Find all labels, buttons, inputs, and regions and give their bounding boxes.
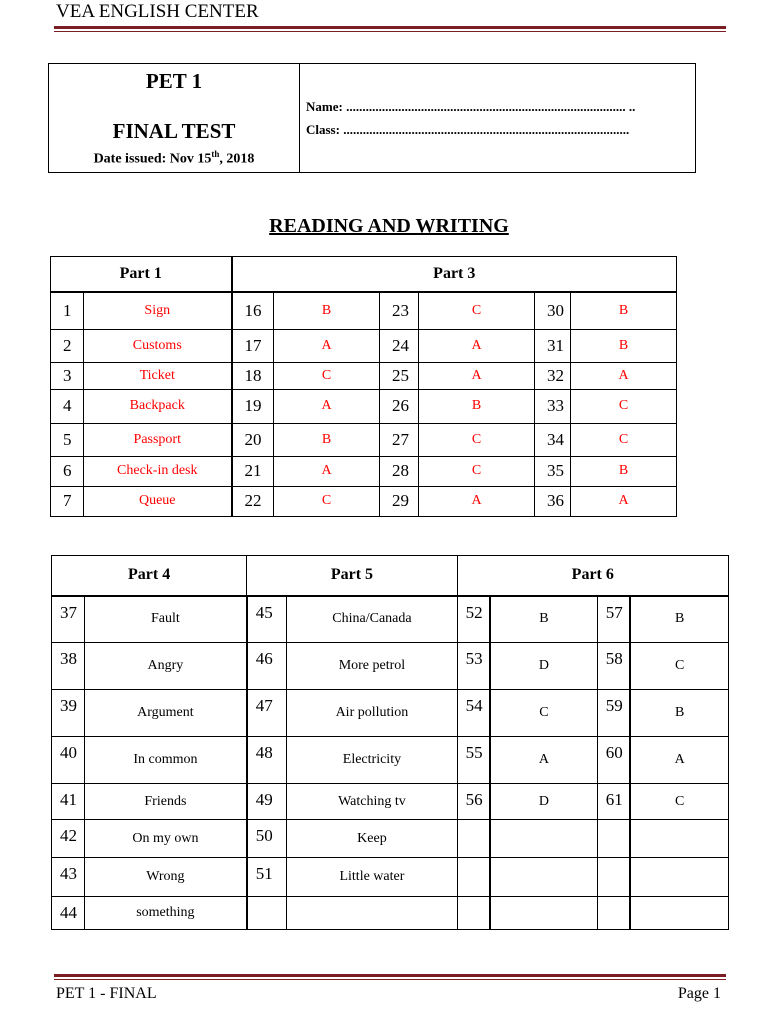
question-number: 47: [247, 690, 287, 737]
part5-answer: China/Canada: [287, 596, 457, 643]
question-number: 34: [535, 423, 571, 456]
question-number: 57: [597, 596, 630, 643]
question-number: 1: [51, 292, 84, 329]
table-row: [51, 423, 677, 456]
answer-letter: B: [419, 389, 535, 423]
answer-letter: C: [419, 423, 535, 456]
footer-title: PET 1 - FINAL: [56, 985, 157, 1002]
answer-table-parts-1-3: [50, 256, 677, 517]
question-number: 48: [247, 737, 287, 784]
question-number: 28: [380, 456, 419, 486]
question-number: 43: [52, 858, 85, 897]
table-row: [51, 389, 677, 423]
footer-rule: [54, 974, 726, 977]
question-number: 59: [597, 690, 630, 737]
page-number: Page 1: [677, 985, 721, 1002]
question-number: 36: [535, 486, 571, 516]
part6-answer: [490, 820, 597, 858]
center-name: VEA ENGLISH CENTER: [56, 1, 259, 22]
answer-word: Queue: [84, 486, 232, 516]
question-number: 20: [232, 423, 274, 456]
part4-answer: Angry: [85, 643, 247, 690]
part5-answer: Air pollution: [287, 690, 457, 737]
answer-table-parts-4-6: [51, 555, 729, 930]
answer-word: Ticket: [84, 362, 232, 389]
test-title: FINAL TEST: [112, 118, 236, 143]
answer-letter: B: [571, 456, 677, 486]
part6-answer: D: [490, 643, 597, 690]
part4-answer: Argument: [85, 690, 247, 737]
table-row: [52, 690, 729, 737]
question-number: 55: [457, 737, 490, 784]
question-number: 19: [232, 389, 274, 423]
table-row: [52, 737, 729, 784]
part6-answer: C: [490, 690, 597, 737]
part4-answer: something: [85, 897, 247, 930]
part5-answer: More petrol: [287, 643, 457, 690]
question-number: 41: [52, 784, 85, 820]
question-number: 54: [457, 690, 490, 737]
part4-answer: Friends: [85, 784, 247, 820]
question-number: 2: [51, 329, 84, 362]
question-number: 56: [457, 784, 490, 820]
question-number: 33: [535, 389, 571, 423]
part4-answer: Fault: [85, 596, 247, 643]
answer-letter: A: [419, 329, 535, 362]
answer-letter: C: [419, 456, 535, 486]
question-number: 24: [380, 329, 419, 362]
question-number: 7: [51, 486, 84, 516]
question-number: 42: [52, 820, 85, 858]
part6-answer: C: [630, 784, 728, 820]
question-number: 17: [232, 329, 274, 362]
question-number: 27: [380, 423, 419, 456]
answer-word: Passport: [84, 423, 232, 456]
question-number: 16: [232, 292, 274, 329]
answer-letter: B: [571, 292, 677, 329]
part1-header: Part 1: [51, 257, 232, 293]
question-number: 58: [597, 643, 630, 690]
question-number: 32: [535, 362, 571, 389]
answer-letter: A: [571, 486, 677, 516]
question-number: 23: [380, 292, 419, 329]
part6-answer: [630, 820, 728, 858]
part5-header: Part 5: [247, 556, 457, 596]
part4-answer: In common: [85, 737, 247, 784]
answer-letter: B: [274, 423, 380, 456]
answer-letter: A: [419, 362, 535, 389]
question-number: 38: [52, 643, 85, 690]
part6-header: Part 6: [457, 556, 728, 596]
question-number: [247, 897, 287, 930]
answer-word: Sign: [84, 292, 232, 329]
table-row: [52, 820, 729, 858]
question-number: 49: [247, 784, 287, 820]
part6-answer: B: [490, 596, 597, 643]
section-title: READING AND WRITING: [269, 215, 509, 237]
question-number: [457, 897, 490, 930]
part6-answer: B: [630, 690, 728, 737]
table-row: [52, 784, 729, 820]
part6-answer: [490, 897, 597, 930]
name-field[interactable]: Name: ...................................................................................... ..: [306, 99, 636, 114]
table-row: [51, 456, 677, 486]
answer-word: Check-in desk: [84, 456, 232, 486]
part5-answer: Electricity: [287, 737, 457, 784]
table-row: [51, 292, 677, 329]
header-rule-thin: [54, 31, 726, 32]
question-number: 52: [457, 596, 490, 643]
question-number: 37: [52, 596, 85, 643]
part5-answer: [287, 897, 457, 930]
part6-answer: [630, 897, 728, 930]
question-number: 4: [51, 389, 84, 423]
table-row: [52, 596, 729, 643]
date-issued: Date issued: Nov 15th, 2018: [93, 148, 255, 167]
part6-answer: [630, 858, 728, 897]
question-number: 46: [247, 643, 287, 690]
question-number: 22: [232, 486, 274, 516]
question-number: 5: [51, 423, 84, 456]
student-info-box: [48, 63, 696, 173]
answer-letter: C: [274, 486, 380, 516]
part6-answer: [490, 858, 597, 897]
answer-letter: B: [571, 329, 677, 362]
table-row: [51, 362, 677, 389]
question-number: 3: [51, 362, 84, 389]
class-field[interactable]: Class: ........................................................................................: [306, 122, 630, 137]
part6-answer: D: [490, 784, 597, 820]
question-number: 6: [51, 456, 84, 486]
question-number: 30: [535, 292, 571, 329]
level-title: PET 1: [145, 68, 203, 93]
part5-answer: Keep: [287, 820, 457, 858]
question-number: [597, 897, 630, 930]
question-number: 51: [247, 858, 287, 897]
part4-answer: On my own: [85, 820, 247, 858]
answer-letter: A: [419, 486, 535, 516]
answer-word: Customs: [84, 329, 232, 362]
question-number: 39: [52, 690, 85, 737]
answer-word: Backpack: [84, 389, 232, 423]
answer-letter: A: [274, 329, 380, 362]
part6-answer: A: [490, 737, 597, 784]
question-number: [457, 820, 490, 858]
answer-letter: C: [571, 423, 677, 456]
answer-letter: A: [274, 389, 380, 423]
footer-rule-thin: [54, 979, 726, 980]
answer-letter: A: [571, 362, 677, 389]
question-number: 18: [232, 362, 274, 389]
question-number: [597, 858, 630, 897]
part5-answer: Watching tv: [287, 784, 457, 820]
answer-letter: C: [419, 292, 535, 329]
header-rule: [54, 26, 726, 29]
question-number: 29: [380, 486, 419, 516]
table-row: [52, 897, 729, 930]
question-number: 53: [457, 643, 490, 690]
table-row: [51, 486, 677, 516]
part4-answer: Wrong: [85, 858, 247, 897]
answer-letter: C: [571, 389, 677, 423]
question-number: 45: [247, 596, 287, 643]
part4-header: Part 4: [52, 556, 247, 596]
part3-header: Part 3: [232, 257, 677, 293]
part6-answer: B: [630, 596, 728, 643]
question-number: 21: [232, 456, 274, 486]
question-number: [597, 820, 630, 858]
answer-letter: B: [274, 292, 380, 329]
question-number: 26: [380, 389, 419, 423]
question-number: 50: [247, 820, 287, 858]
part6-answer: A: [630, 737, 728, 784]
question-number: 61: [597, 784, 630, 820]
question-number: 44: [52, 897, 85, 930]
question-number: [457, 858, 490, 897]
question-number: 25: [380, 362, 419, 389]
answer-letter: C: [274, 362, 380, 389]
table-row: [51, 329, 677, 362]
table-row: [52, 858, 729, 897]
question-number: 60: [597, 737, 630, 784]
part5-answer: Little water: [287, 858, 457, 897]
table-row: [52, 643, 729, 690]
question-number: 35: [535, 456, 571, 486]
test-info-cell: [49, 64, 300, 173]
part6-answer: C: [630, 643, 728, 690]
question-number: 40: [52, 737, 85, 784]
question-number: 31: [535, 329, 571, 362]
student-fields-cell: [300, 64, 696, 173]
answer-letter: A: [274, 456, 380, 486]
